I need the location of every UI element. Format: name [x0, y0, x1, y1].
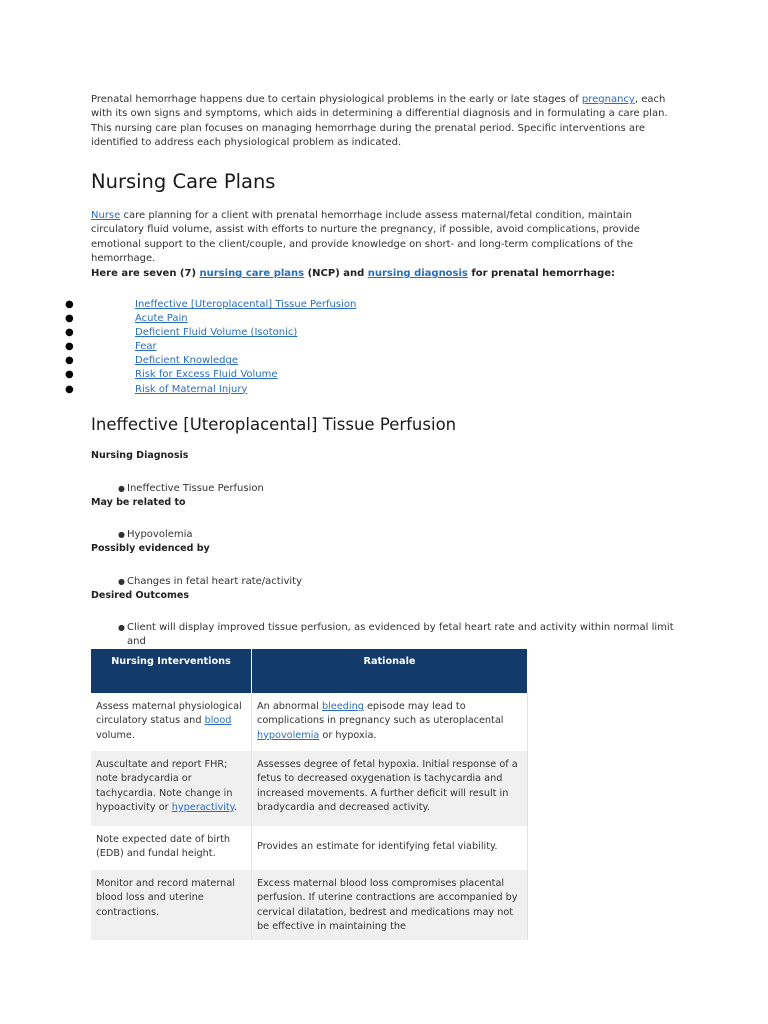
diagnosis-link-tissue-perfusion[interactable]: Ineffective [Uteroplacental] Tissue Perfusion — [135, 299, 357, 310]
rationale-cell: Assesses degree of fetal hypoxia. Initial response of a fetus to decreased oxygenation is tachycardia and increased movements. A further deficit will result in bradycardia and decreased activity. — [252, 751, 528, 826]
hypovolemia-link[interactable]: hypovolemia — [257, 729, 320, 741]
bullet-icon: ● — [65, 341, 74, 353]
bullet-icon: ● — [65, 369, 74, 381]
evidenced-by-label: Possibly evidenced by — [91, 543, 210, 554]
bullet-icon: ● — [118, 577, 125, 586]
bullet-icon: ● — [118, 623, 125, 632]
table-row — [91, 826, 528, 870]
lead-text-1: Here are seven (7) — [91, 268, 200, 279]
list-item — [65, 326, 465, 340]
cell-text: . — [234, 801, 238, 813]
evidenced-item — [118, 575, 687, 589]
list-item — [65, 340, 465, 354]
bullet-icon: ● — [65, 383, 74, 395]
diagnosis-link-fear[interactable]: Fear — [135, 341, 157, 353]
bullet-icon: ● — [65, 355, 74, 367]
hyperactivity-link[interactable]: hyperactivity — [171, 801, 235, 813]
cell-text: An abnormal — [257, 701, 322, 712]
desired-outcomes-label: Desired Outcomes — [91, 590, 190, 601]
diagnosis-link-excess-fluid[interactable]: Risk for Excess Fluid Volume — [135, 369, 278, 381]
diagnosis-link-deficient-knowledge[interactable]: Deficient Knowledge — [135, 355, 238, 367]
intervention-cell: Monitor and record maternal blood loss and uterine contractions. — [91, 870, 252, 940]
list-item — [65, 383, 465, 397]
related-to-label: May be related to — [91, 497, 186, 508]
diagnosis-link-fluid-volume[interactable]: Deficient Fluid Volume (Isotonic) — [135, 327, 298, 339]
intro-text-after: , each with its own signs and symptoms, which aids in determining a differential diagnosis and in formulating a care plan. This nursing care plan focuses on managing hemorrhage during the prenatal period. Specific interventions are identified to address each physiological problem as indicated. — [91, 94, 668, 148]
nursing-care-plans-heading: Nursing Care Plans — [91, 170, 276, 193]
diagnosis-item-text: Ineffective Tissue Perfusion — [127, 483, 264, 494]
interventions-table — [91, 649, 528, 940]
table-row — [91, 751, 528, 826]
table-row — [91, 693, 528, 751]
table-header-row — [91, 649, 528, 693]
intervention-cell: Note expected date of birth (EDB) and fundal height. — [91, 826, 252, 870]
intro-paragraph — [91, 93, 681, 150]
bleeding-link[interactable]: bleeding — [321, 701, 364, 712]
lead-text-3: for prenatal hemorrhage: — [467, 268, 616, 279]
rationale-cell — [252, 826, 528, 870]
care-planning-paragraph — [91, 209, 681, 266]
cell-text: Auscultate and report FHR; note bradycardia or tachycardia. Note change in hypoactivity or — [96, 759, 233, 813]
cell-text: Provides an estimate for identifying fetal viability. — [257, 841, 498, 852]
blood-link[interactable]: blood — [204, 715, 232, 727]
bullet-icon: ● — [65, 327, 74, 339]
nurse-link[interactable]: Nurse — [91, 210, 121, 221]
evidenced-item-text: Changes in fetal heart rate/activity — [127, 576, 303, 587]
interventions-column-header: Nursing Interventions — [91, 649, 252, 693]
diagnosis-link-list — [65, 298, 465, 397]
ncp-lead-sentence — [91, 268, 615, 279]
list-item — [65, 354, 465, 368]
intervention-cell — [91, 693, 252, 751]
rationale-column-header: Rationale — [252, 649, 528, 693]
cell-text: volume. — [96, 729, 135, 741]
diagnosis-link-maternal-injury[interactable]: Risk of Maternal Injury — [135, 383, 248, 395]
intro-text-before: Prenatal hemorrhage happens due to certain physiological problems in the early or late stages of — [91, 94, 582, 105]
nursing-care-plans-link[interactable]: nursing care plans — [199, 268, 305, 279]
list-item — [65, 368, 465, 382]
tissue-perfusion-heading: Ineffective [Uteroplacental] Tissue Perfusion — [91, 415, 457, 434]
bullet-icon: ● — [118, 530, 125, 539]
cell-text: episode may lead to complications in pregnancy such as uteroplacental — [257, 701, 504, 727]
diagnosis-link-acute-pain[interactable]: Acute Pain — [135, 313, 188, 325]
bullet-icon: ● — [65, 299, 74, 310]
bullet-icon: ● — [118, 484, 125, 493]
list-item — [65, 312, 465, 326]
intervention-cell — [91, 751, 252, 826]
cell-text: or hypoxia. — [319, 729, 377, 741]
cell-text: Assess maternal physiological circulatory status and — [96, 701, 242, 727]
list-item — [65, 298, 465, 312]
rationale-cell: Excess maternal blood loss compromises placental perfusion. If uterine contractions are accompanied by cervical dilatation, bedrest and medications may not be effective in maintaining the — [252, 870, 528, 940]
nursing-diagnosis-link[interactable]: nursing diagnosis — [367, 268, 468, 279]
care-planning-text: care planning for a client with prenatal hemorrhage include assess maternal/fetal condition, maintain circulatory fluid volume, assist with efforts to nurture the pregnancy, if possible, avoid complications, provide emotional support to the client/couple, and provide knowledge on short- and long-term complications of the hemorrhage. — [91, 210, 640, 264]
lead-text-2: (NCP) and — [304, 268, 368, 279]
pregnancy-link[interactable]: pregnancy — [581, 94, 635, 105]
outcome-line-1: Client will display improved tissue perfusion, as evidenced by fetal heart rate and activity within normal limit and — [127, 622, 674, 647]
diagnosis-item — [118, 482, 687, 496]
nursing-diagnosis-label: Nursing Diagnosis — [91, 450, 189, 461]
table-row — [91, 870, 528, 940]
rationale-cell — [252, 693, 528, 751]
related-item — [118, 528, 687, 542]
bullet-icon: ● — [65, 313, 74, 325]
related-item-text: Hypovolemia — [127, 529, 193, 540]
